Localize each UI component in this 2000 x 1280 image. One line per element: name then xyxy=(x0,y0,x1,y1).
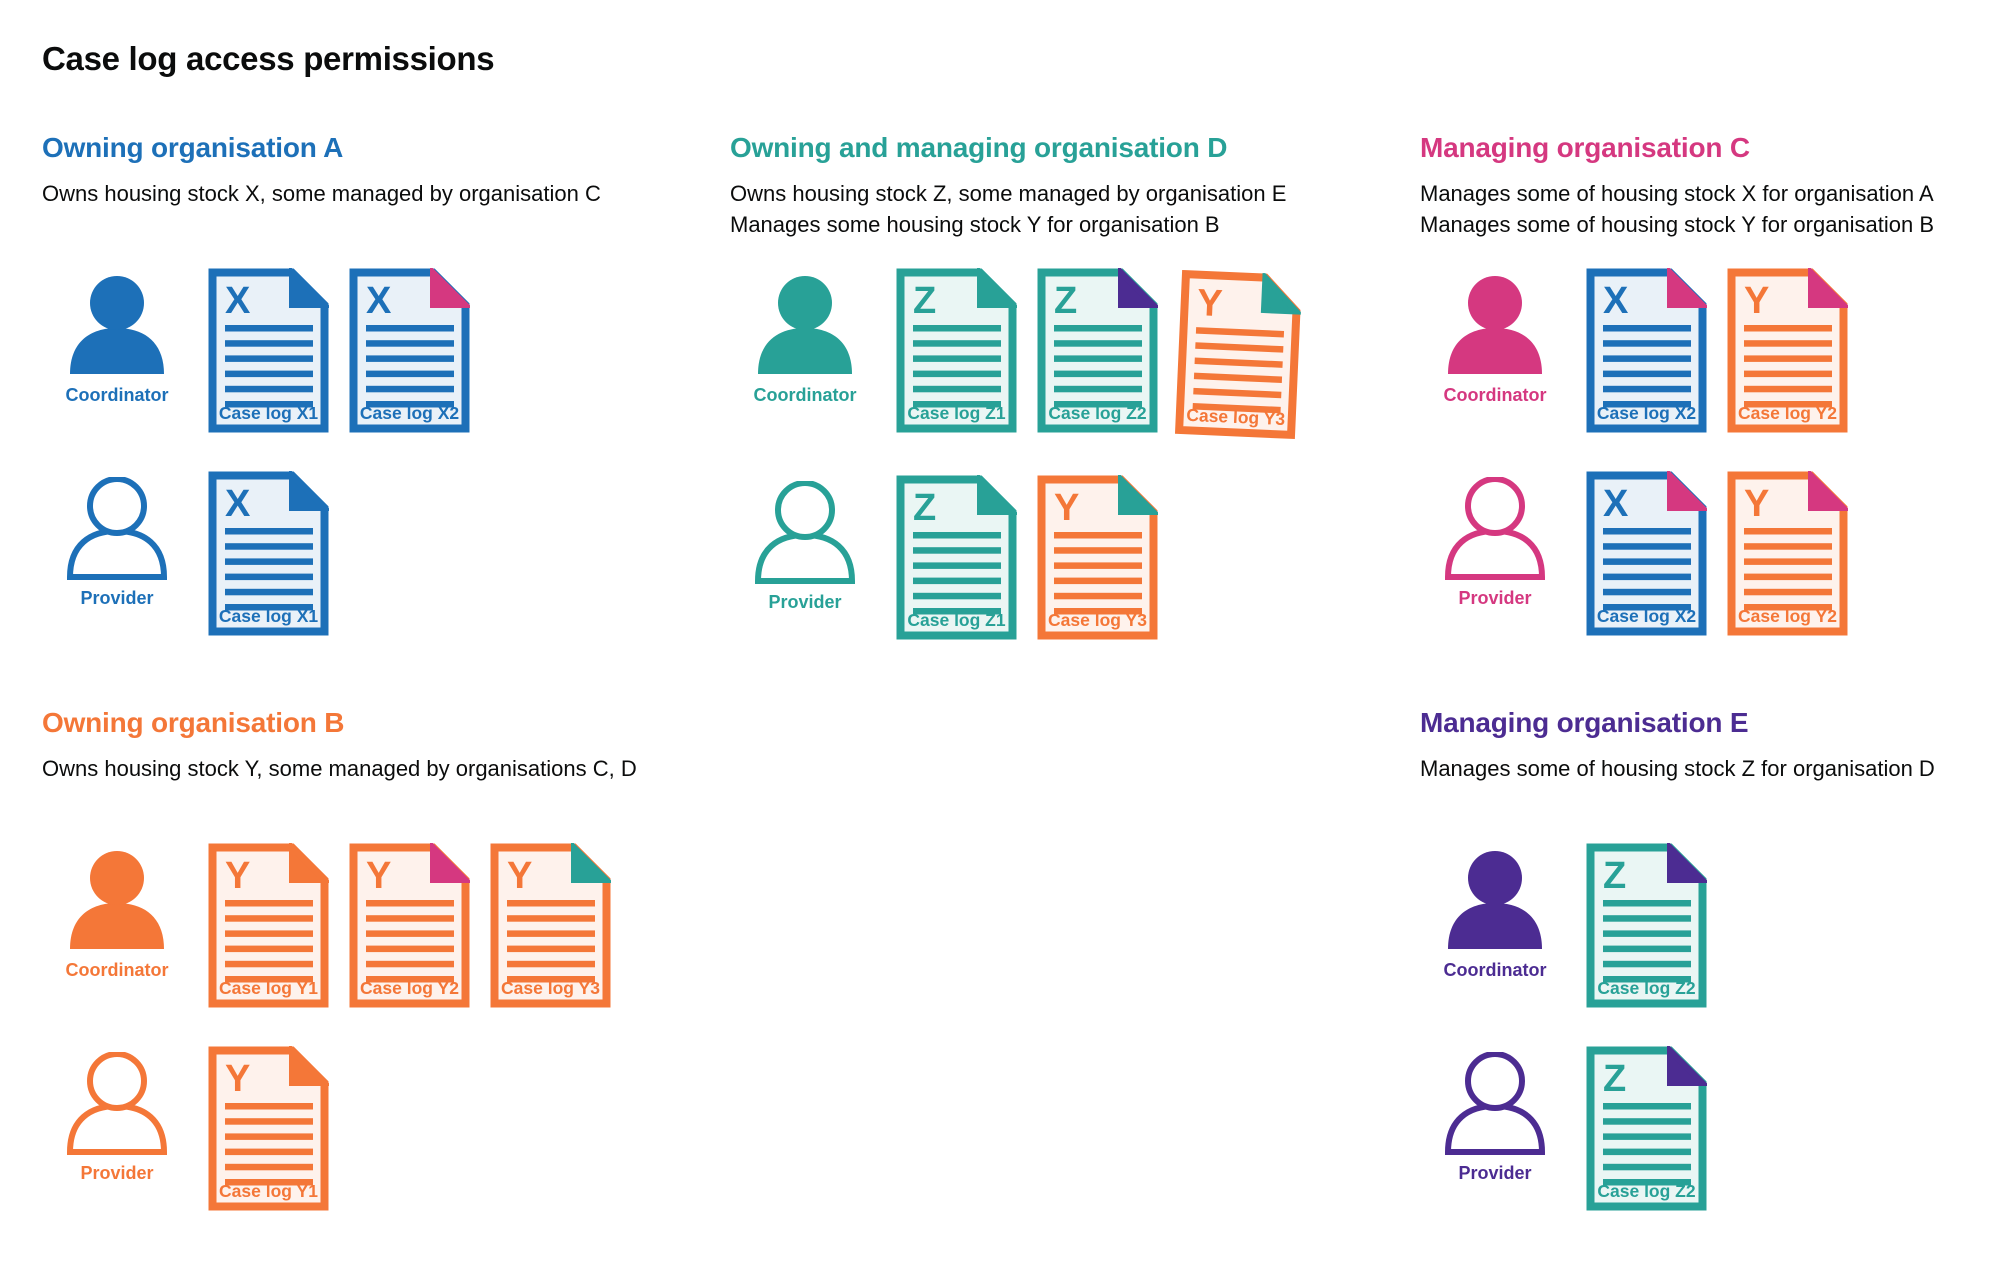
doc-text-line xyxy=(1744,371,1832,378)
section-org-a xyxy=(42,130,730,705)
case-log-document xyxy=(1727,471,1848,636)
person-coordinator xyxy=(42,274,192,406)
person-role-label: Provider xyxy=(80,1163,154,1183)
permission-row-coordinator xyxy=(42,268,730,433)
doc-text-line xyxy=(913,325,1001,332)
doc-text-line xyxy=(366,340,454,347)
person-filled-icon xyxy=(755,274,855,377)
doc-text-line xyxy=(366,915,454,922)
document-list xyxy=(208,471,329,636)
doc-text-line xyxy=(1603,1164,1691,1171)
doc-text-line xyxy=(1054,355,1142,362)
person-outline-icon xyxy=(67,1052,167,1155)
doc-text-line xyxy=(913,593,1001,600)
permission-row-provider xyxy=(42,471,730,636)
person-role-label: Provider xyxy=(80,588,154,608)
doc-text-line xyxy=(366,930,454,937)
doc-text-line xyxy=(913,562,1001,569)
doc-text-line xyxy=(1603,371,1691,378)
doc-stock-letter: X xyxy=(1603,280,1629,322)
doc-fold-corner xyxy=(1121,273,1154,306)
case-log-document xyxy=(208,268,329,433)
section-description xyxy=(1420,753,1980,815)
doc-text-line xyxy=(1603,915,1691,922)
description-line: Manages some of housing stock Y for organisation B xyxy=(1420,212,1935,237)
person-role-label: Provider xyxy=(1458,588,1532,608)
doc-text-line xyxy=(1744,574,1832,581)
doc-text-line xyxy=(913,532,1001,539)
person-outline-icon xyxy=(755,481,855,584)
doc-stock-letter: Z xyxy=(1054,280,1078,322)
doc-stock-letter: Y xyxy=(1744,280,1770,322)
doc-text-line xyxy=(1744,528,1832,535)
case-log-document xyxy=(208,471,329,636)
section-heading: Managing organisation C xyxy=(1420,132,1750,163)
doc-stock-letter: X xyxy=(225,483,251,525)
doc-label: Case log Z1 xyxy=(907,403,1006,423)
doc-text-line xyxy=(1744,340,1832,347)
doc-fold-corner xyxy=(292,848,325,881)
doc-text-line xyxy=(1603,1133,1691,1140)
doc-stock-letter: Y xyxy=(507,855,533,897)
section-heading: Owning and managing organisation D xyxy=(730,132,1228,163)
doc-text-line xyxy=(1054,547,1142,554)
doc-label: Case log Y3 xyxy=(1185,404,1286,430)
section-org-b xyxy=(42,705,730,1211)
document-list xyxy=(208,1046,329,1211)
doc-fold-corner xyxy=(433,848,466,881)
doc-text-line xyxy=(225,915,313,922)
doc-text-line xyxy=(366,325,454,332)
doc-fold-corner xyxy=(1121,480,1154,513)
document-list xyxy=(1586,843,1707,1008)
doc-label: Case log Y2 xyxy=(360,978,459,998)
person-coordinator xyxy=(42,849,192,981)
doc-text-line xyxy=(225,325,313,332)
doc-text-line xyxy=(1603,961,1691,968)
doc-label: Case log Z2 xyxy=(1597,978,1696,998)
person-filled-icon xyxy=(1445,849,1545,952)
doc-text-line xyxy=(1603,1118,1691,1125)
page-title: Case log access permissions xyxy=(42,40,495,77)
person-role-label: Provider xyxy=(768,592,842,612)
doc-stock-letter: Z xyxy=(913,487,937,529)
document-list xyxy=(1586,1046,1707,1211)
description-line: Owns housing stock Y, some managed by organisations C, D xyxy=(42,756,637,781)
doc-text-line xyxy=(507,930,595,937)
permission-row-coordinator xyxy=(42,843,730,1008)
permission-row-coordinator xyxy=(1420,268,1980,433)
doc-label: Case log X1 xyxy=(218,606,319,626)
doc-text-line xyxy=(225,961,313,968)
doc-text-line xyxy=(225,1164,313,1171)
doc-text-line xyxy=(1054,386,1142,393)
section-heading: Owning organisation A xyxy=(42,132,344,163)
doc-text-line xyxy=(1603,930,1691,937)
doc-text-line xyxy=(1603,558,1691,565)
doc-stock-letter: X xyxy=(225,280,251,322)
person-filled-icon xyxy=(1445,274,1545,377)
document-list xyxy=(1586,471,1848,636)
person-provider xyxy=(730,481,880,613)
doc-label: Case log Y1 xyxy=(219,978,318,998)
section-description xyxy=(1420,178,1980,240)
doc-label: Case log Y2 xyxy=(1738,606,1837,626)
section-org-c xyxy=(1420,130,1980,705)
doc-text-line xyxy=(1603,900,1691,907)
doc-text-line xyxy=(1603,543,1691,550)
doc-text-line xyxy=(913,371,1001,378)
doc-stock-letter: Y xyxy=(225,1058,251,1100)
permission-row-coordinator xyxy=(1420,843,1980,1008)
person-coordinator xyxy=(730,274,880,406)
doc-text-line xyxy=(225,386,313,393)
doc-text-line xyxy=(1054,532,1142,539)
doc-text-line xyxy=(1744,325,1832,332)
doc-fold-corner xyxy=(1264,278,1298,312)
permission-row-coordinator xyxy=(730,268,1420,437)
diagram-grid xyxy=(42,130,1980,1211)
section-description xyxy=(730,178,1420,240)
permission-row-provider xyxy=(730,475,1420,640)
section-description xyxy=(42,753,730,815)
person-provider xyxy=(42,1052,192,1184)
doc-text-line xyxy=(225,355,313,362)
doc-fold-corner xyxy=(1670,848,1703,881)
case-log-document xyxy=(349,843,470,1008)
case-log-document xyxy=(1586,471,1707,636)
doc-stock-letter: Y xyxy=(225,855,251,897)
person-filled-icon xyxy=(67,849,167,952)
case-log-document xyxy=(1586,843,1707,1008)
person-role-label: Provider xyxy=(1458,1163,1532,1183)
person-outline-icon xyxy=(1445,477,1545,580)
doc-text-line xyxy=(225,340,313,347)
case-log-document xyxy=(1037,475,1158,640)
person-role-label: Coordinator xyxy=(65,385,169,405)
description-line: Owns housing stock X, some managed by organisation C xyxy=(42,181,601,206)
doc-text-line xyxy=(366,900,454,907)
document-list xyxy=(208,268,470,433)
doc-text-line xyxy=(1603,589,1691,596)
case-log-document xyxy=(208,1046,329,1211)
permission-row-provider xyxy=(1420,471,1980,636)
person-provider xyxy=(1420,1052,1570,1184)
doc-fold-corner xyxy=(980,273,1013,306)
doc-text-line xyxy=(1603,528,1691,535)
doc-fold-corner xyxy=(1670,476,1703,509)
doc-text-line xyxy=(225,1118,313,1125)
doc-text-line xyxy=(507,915,595,922)
case-log-document xyxy=(208,843,329,1008)
person-role-label: Coordinator xyxy=(1443,385,1547,405)
description-line: Owns housing stock Z, some managed by organisation E xyxy=(730,181,1287,206)
doc-label: Case log Y3 xyxy=(1048,610,1147,630)
case-log-document xyxy=(1037,268,1158,433)
doc-stock-letter: Y xyxy=(366,855,392,897)
doc-fold-corner xyxy=(433,273,466,306)
doc-text-line xyxy=(507,961,595,968)
doc-text-line xyxy=(1603,340,1691,347)
doc-text-line xyxy=(225,589,313,596)
doc-text-line xyxy=(1054,371,1142,378)
doc-stock-letter: X xyxy=(366,280,392,322)
doc-fold-corner xyxy=(292,1051,325,1084)
doc-text-line xyxy=(225,1103,313,1110)
doc-label: Case log Y2 xyxy=(1738,403,1837,423)
doc-text-line xyxy=(225,574,313,581)
doc-text-line xyxy=(225,558,313,565)
doc-text-line xyxy=(1744,589,1832,596)
doc-stock-letter: Z xyxy=(913,280,937,322)
person-coordinator xyxy=(1420,274,1570,406)
case-log-document xyxy=(896,475,1017,640)
doc-label: Case log X2 xyxy=(359,403,460,423)
doc-text-line xyxy=(1603,325,1691,332)
doc-text-line xyxy=(1603,386,1691,393)
person-role-label: Coordinator xyxy=(1443,960,1547,980)
doc-text-line xyxy=(225,930,313,937)
doc-text-line xyxy=(366,355,454,362)
doc-label: Case log X2 xyxy=(1596,606,1697,626)
doc-text-line xyxy=(913,355,1001,362)
case-log-document xyxy=(1727,268,1848,433)
doc-text-line xyxy=(1603,1103,1691,1110)
doc-label: Case log Z1 xyxy=(907,610,1006,630)
doc-label: Case log X2 xyxy=(1596,403,1697,423)
document-list xyxy=(1586,268,1848,433)
person-provider xyxy=(42,477,192,609)
doc-text-line xyxy=(366,371,454,378)
doc-text-line xyxy=(225,528,313,535)
case-log-document xyxy=(490,843,611,1008)
doc-label: Case log Z2 xyxy=(1597,1181,1696,1201)
section-org-d xyxy=(730,130,1420,705)
doc-stock-letter: Z xyxy=(1603,855,1627,897)
doc-stock-letter: Y xyxy=(1054,487,1080,529)
document-list xyxy=(208,843,611,1008)
description-line: Manages some of housing stock Z for organisation D xyxy=(1420,756,1935,781)
doc-text-line xyxy=(1744,386,1832,393)
description-line: Manages some of housing stock X for organisation A xyxy=(1420,181,1934,206)
doc-text-line xyxy=(225,543,313,550)
doc-text-line xyxy=(1054,325,1142,332)
doc-fold-corner xyxy=(980,480,1013,513)
person-outline-icon xyxy=(1445,1052,1545,1155)
section-org-e xyxy=(1420,705,1980,1211)
doc-text-line xyxy=(225,371,313,378)
doc-text-line xyxy=(366,386,454,393)
doc-text-line xyxy=(507,900,595,907)
person-filled-icon xyxy=(67,274,167,377)
doc-fold-corner xyxy=(574,848,607,881)
case-log-document xyxy=(896,268,1017,433)
case-log-document xyxy=(1586,268,1707,433)
person-outline-icon xyxy=(67,477,167,580)
doc-text-line xyxy=(913,340,1001,347)
doc-fold-corner xyxy=(1670,273,1703,306)
section-description xyxy=(42,178,730,240)
section-heading: Owning organisation B xyxy=(42,707,345,738)
doc-text-line xyxy=(225,1133,313,1140)
doc-fold-corner xyxy=(1811,273,1844,306)
person-coordinator xyxy=(1420,849,1570,981)
doc-text-line xyxy=(1603,1149,1691,1156)
doc-text-line xyxy=(913,578,1001,585)
doc-stock-letter: Y xyxy=(1744,483,1770,525)
doc-label: Case log Y3 xyxy=(501,978,600,998)
doc-label: Case log Y1 xyxy=(219,1181,318,1201)
doc-text-line xyxy=(1054,578,1142,585)
doc-text-line xyxy=(1744,355,1832,362)
document-list xyxy=(896,268,1299,437)
doc-text-line xyxy=(913,386,1001,393)
doc-text-line xyxy=(1054,593,1142,600)
case-log-document xyxy=(1174,269,1302,439)
doc-stock-letter: Y xyxy=(1196,282,1224,326)
doc-text-line xyxy=(1744,543,1832,550)
doc-text-line xyxy=(913,547,1001,554)
doc-fold-corner xyxy=(1811,476,1844,509)
case-log-document xyxy=(1586,1046,1707,1211)
person-provider xyxy=(1420,477,1570,609)
case-log-document xyxy=(349,268,470,433)
description-line: Manages some housing stock Y for organisation B xyxy=(730,212,1220,237)
permission-row-provider xyxy=(42,1046,730,1211)
doc-label: Case log X1 xyxy=(218,403,319,423)
doc-text-line xyxy=(507,946,595,953)
person-role-label: Coordinator xyxy=(753,385,857,405)
doc-text-line xyxy=(1603,574,1691,581)
permission-row-provider xyxy=(1420,1046,1980,1211)
doc-fold-corner xyxy=(292,273,325,306)
doc-text-line xyxy=(1603,946,1691,953)
doc-text-line xyxy=(1744,558,1832,565)
doc-text-line xyxy=(225,900,313,907)
doc-stock-letter: X xyxy=(1603,483,1629,525)
doc-fold-corner xyxy=(292,476,325,509)
document-list xyxy=(896,475,1158,640)
doc-text-line xyxy=(225,946,313,953)
doc-text-line xyxy=(366,961,454,968)
doc-label: Case log Z2 xyxy=(1048,403,1147,423)
doc-text-line xyxy=(366,946,454,953)
doc-text-line xyxy=(1054,562,1142,569)
doc-text-line xyxy=(1054,340,1142,347)
section-heading: Managing organisation E xyxy=(1420,707,1749,738)
person-role-label: Coordinator xyxy=(65,960,169,980)
doc-stock-letter: Z xyxy=(1603,1058,1627,1100)
doc-text-line xyxy=(225,1149,313,1156)
doc-fold-corner xyxy=(1670,1051,1703,1084)
doc-text-line xyxy=(1603,355,1691,362)
